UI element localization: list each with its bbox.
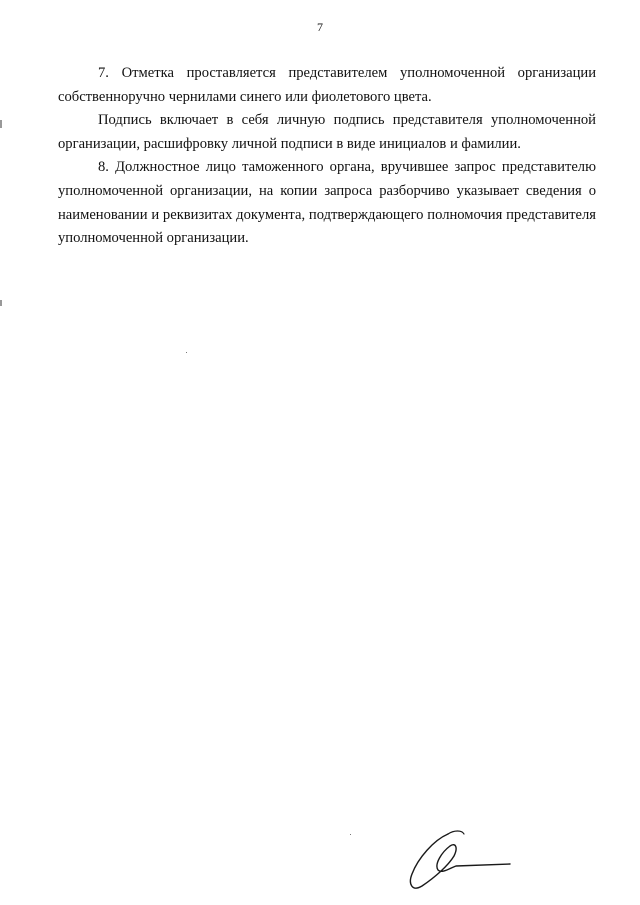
scan-edge-mark: [0, 120, 2, 128]
scan-speck: [350, 834, 351, 835]
paragraph-signature-contents: Подпись включает в себя личную подпись представителя уполномоченной организации, расшифровку личной подписи в виде инициалов и фамилии.: [58, 112, 596, 152]
scan-edge-mark: [0, 300, 2, 306]
paragraph-8: 8. Должностное лицо таможенного органа, вручившее запрос представителю уполномоченной организации, на копии запроса разборчиво указывает сведения о наименовании и реквизитах документа, подтверждающего полномочия представителя уполномоченной организации.: [58, 159, 596, 247]
paragraph-7: 7. Отметка проставляется представителем уполномоченной организации собственноручно чернилами синего или фиолетового цвета.: [58, 65, 596, 105]
scan-speck: [186, 352, 187, 353]
page-number: 7: [317, 20, 323, 34]
document-body: [58, 62, 596, 251]
handwritten-signature: [404, 826, 516, 896]
